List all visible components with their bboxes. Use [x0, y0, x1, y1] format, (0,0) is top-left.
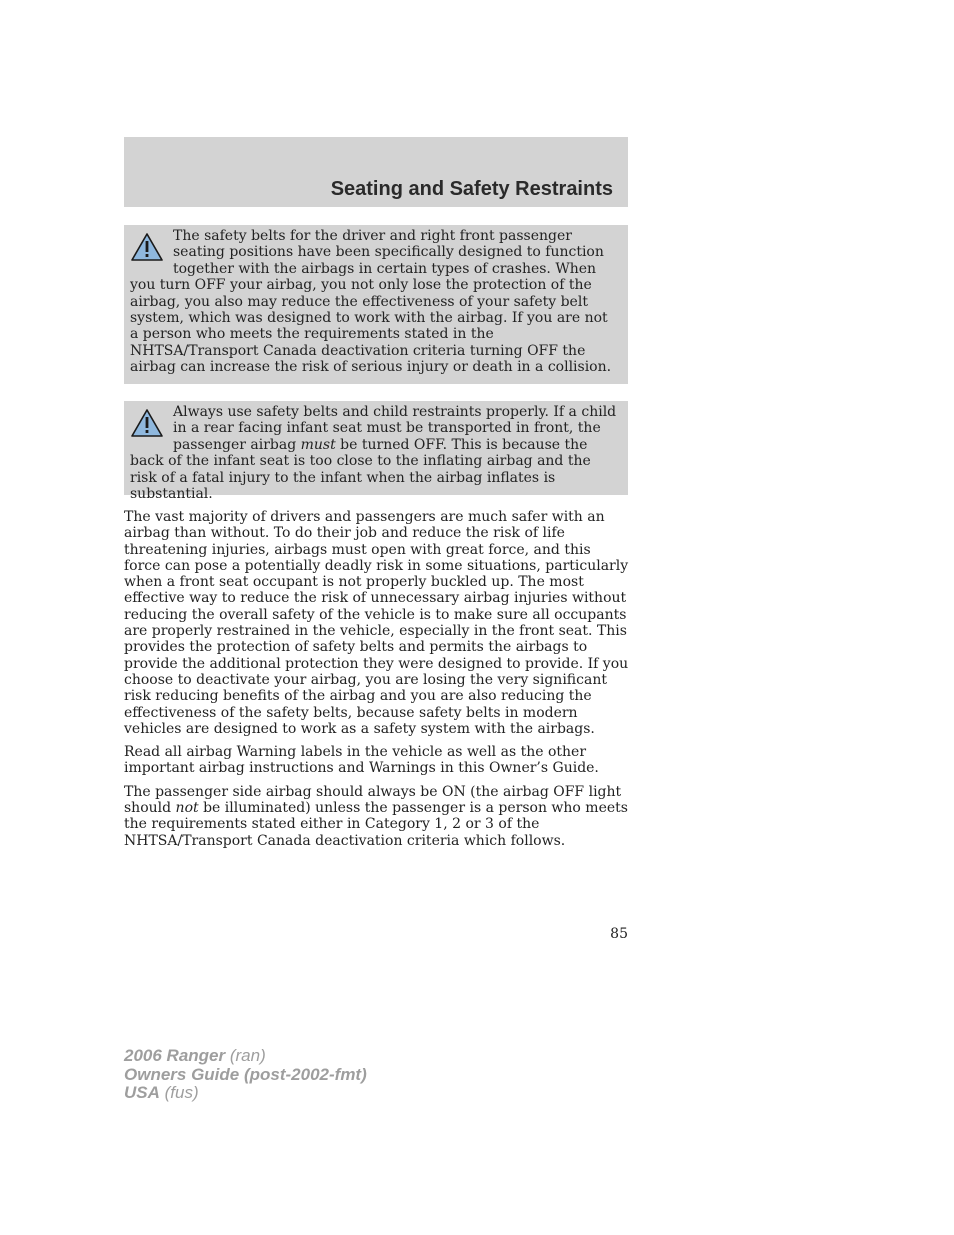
warning-text-start: Always use safety belts and child restraints properly. If a child in a rear facing infant seat must be transported in front, the passenger airbag	[173, 404, 617, 453]
footer-document-info	[124, 1047, 367, 1103]
section-header-band	[124, 137, 628, 207]
warning-triangle-icon	[130, 232, 164, 262]
footer-line-model	[124, 1047, 367, 1066]
body-paragraph: The vast majority of drivers and passengers are much safer with an airbag than without. To do their job and reduce the risk of life threatening injuries, airbags must open with great force, and this force can pose a potentially deadly risk in some situations, particularly when a front seat occupant is not properly buckled up. The most effective way to reduce the risk of unnecessary airbag injuries without reducing the overall safety of the vehicle is to make sure all occupants are properly restrained in the vehicle, especially in the front seat. This provides the protection of safety belts and permits the airbags to provide the additional protection they were designed to provide. If you choose to deactivate your airbag, you are losing the very significant risk reducing benefits of the airbag and you are also reducing the effectiveness of the safety belts, because safety belts in modern vehicles are designed to work as a safety system with the airbags.	[124, 509, 629, 737]
section-title: Seating and Safety Restraints	[330, 178, 613, 200]
warning-text	[130, 404, 620, 502]
paragraph-text-end: be illuminated) unless the passenger is a person who meets the requirements stated either in Category 1, 2 or 3 of the NHTSA/Transport Canada deactivation criteria which follows.	[124, 800, 628, 849]
warning-text-end: be turned OFF. This is because the back of the infant seat is too close to the inflating airbag and the risk of a fatal injury to the infant when the airbag inflates is substantial.	[130, 436, 591, 503]
footer-line-market	[124, 1084, 367, 1103]
footer-guide: Owners Guide (post-2002-fmt)	[124, 1064, 367, 1084]
footer-model: 2006 Ranger	[124, 1046, 226, 1065]
warning-box-airbag-deactivation	[124, 225, 628, 384]
warning-box-child-restraints	[124, 401, 628, 503]
footer-model-code: (ran)	[225, 1046, 266, 1065]
warning-triangle-icon	[130, 408, 164, 438]
page-number: 85	[610, 926, 628, 942]
footer-line-guide	[124, 1066, 367, 1085]
footer-market-code: (fus)	[159, 1083, 199, 1102]
footer-market: USA	[124, 1083, 160, 1102]
warning-emphasis: must	[300, 436, 336, 453]
warning-text: The safety belts for the driver and right front passenger seating positions have been specifically designed to function together with the airbags in certain types of crashes. When you turn OFF your airbag, you not only lose the protection of the airbag, you also may reduce the effectiveness of your safety belt system, which was designed to work with the airbag. If you are not a person who meets the requirements stated in the NHTSA/Transport Canada deactivation criteria turning OFF the airbag can increase the risk of serious injury or death in a collision.	[130, 228, 612, 376]
body-paragraph: Read all airbag Warning labels in the vehicle as well as the other important airbag instructions and Warnings in this Owner’s Guide.	[124, 744, 599, 777]
body-paragraph	[124, 784, 630, 849]
paragraph-emphasis: not	[175, 800, 199, 817]
paragraph-text-start: The passenger side airbag should always be ON (the airbag OFF light should	[124, 783, 622, 817]
body-text	[124, 509, 630, 856]
